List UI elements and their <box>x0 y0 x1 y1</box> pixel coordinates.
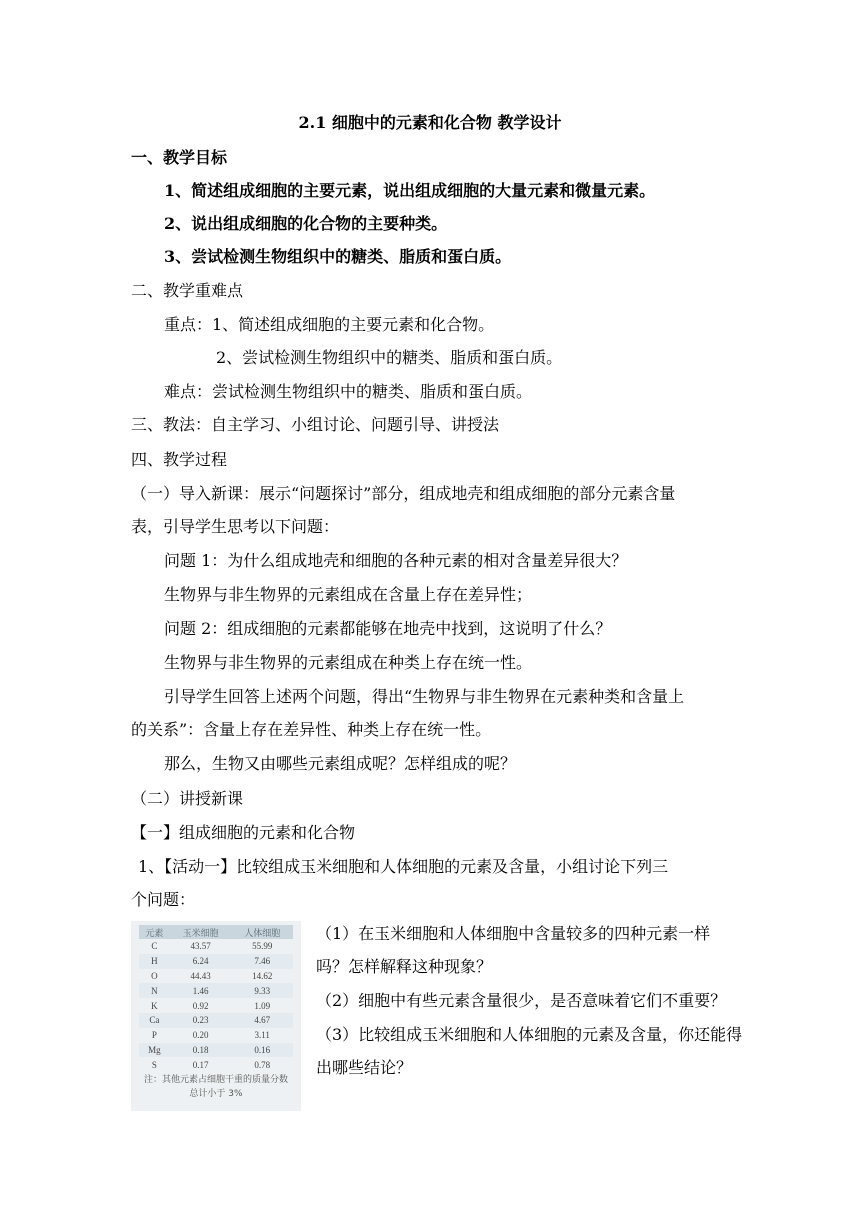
table-cell: N <box>139 983 170 998</box>
table-cell: C <box>151 941 158 952</box>
transition-question: 那么，生物又由哪些元素组成呢？怎样组成的呢？ <box>164 754 517 773</box>
table-cell: 43.57 <box>190 941 211 952</box>
table-cell: 6.24 <box>170 954 232 969</box>
table-row <box>139 1013 293 1028</box>
section-heading-key-points: 二、教学重难点 <box>131 281 244 300</box>
table-row <box>139 969 293 984</box>
objective-item-1: 1、简述组成细胞的主要元素，说出组成细胞的大量元素和微量元素。 <box>164 181 656 200</box>
table-cell: 0.17 <box>192 1059 209 1070</box>
table-cell: Ca <box>139 1013 170 1028</box>
table-cell: 9.33 <box>231 983 293 998</box>
table-cell: 1.46 <box>170 983 232 998</box>
discussion-question-1-line-1: （1）在玉米细胞和人体细胞中含量较多的四种元素一样 <box>316 924 711 943</box>
key-point-2: 2、尝试检测生物组织中的糖类、脂质和蛋白质。 <box>216 348 563 367</box>
guide-paragraph-line-1: 引导学生回答上述两个问题，得出“生物界与非生物界在元素种类和含量上 <box>164 687 685 706</box>
element-content-table <box>139 925 293 1072</box>
table-row <box>139 998 293 1013</box>
table-cell: 0.16 <box>231 1043 293 1058</box>
intro-paragraph-line-1: （一）导入新课：展示“问题探讨”部分，组成地壳和组成细胞的部分元素含量 <box>131 484 676 503</box>
table-cell: H <box>139 954 170 969</box>
table-cell: 0.20 <box>192 1030 209 1041</box>
table-cell: 0.18 <box>170 1043 232 1058</box>
question-2: 问题 2：组成细胞的元素都能够在地壳中找到，这说明了什么？ <box>164 619 612 638</box>
objective-item-2: 2、说出组成细胞的化合物的主要种类。 <box>164 214 448 233</box>
table-cell: P <box>151 1030 157 1041</box>
part-heading-elements: 【一】组成细胞的元素和化合物 <box>131 823 356 842</box>
section-heading-process: 四、教学过程 <box>131 450 228 469</box>
discussion-question-2: （2）细胞中有些元素含量很少，是否意味着它们不重要？ <box>316 991 727 1010</box>
table-header-row <box>139 925 293 939</box>
table-cell: S <box>151 1059 157 1070</box>
table-row <box>139 954 293 969</box>
table-cell: 1.09 <box>254 1000 271 1011</box>
question-1: 问题 1：为什么组成地壳和细胞的各种元素的相对含量差异很大？ <box>164 551 628 570</box>
intro-paragraph-line-2: 表，引导学生思考以下问题： <box>131 517 340 536</box>
table-row <box>139 939 293 954</box>
table-cell: K <box>151 1000 158 1011</box>
table-note-line-1: 注：其他元素占细胞干重的质量分数 <box>143 1075 288 1086</box>
discussion-question-1-line-2: 吗？怎样解释这种现象？ <box>316 957 493 976</box>
answer-2: 生物界与非生物界的元素组成在种类上存在统一性。 <box>164 653 533 672</box>
difficulty-point: 难点：尝试检测生物组织中的糖类、脂质和蛋白质。 <box>164 382 533 401</box>
table-cell: Mg <box>139 1043 170 1058</box>
table-row <box>139 983 293 998</box>
section-heading-objectives: 一、教学目标 <box>131 148 228 167</box>
activity-1-line-1: 1、【活动一】比较组成玉米细胞和人体细胞的元素及含量，小组讨论下列三 <box>138 857 669 876</box>
table-cell: 4.67 <box>231 1013 293 1028</box>
document-title: 2.1 细胞中的元素和化合物 教学设计 <box>298 113 562 132</box>
table-cell: 44.43 <box>190 970 211 981</box>
subsection-new-lesson: （二）讲授新课 <box>131 789 244 808</box>
guide-paragraph-line-2: 的关系”：含量上存在差异性、种类上存在统一性。 <box>131 720 492 739</box>
objective-item-3: 3、尝试检测生物组织中的糖类、脂质和蛋白质。 <box>164 247 512 266</box>
answer-1: 生物界与非生物界的元素组成在含量上存在差异性； <box>164 585 533 604</box>
element-content-table-image <box>131 921 301 1111</box>
table-cell: 55.99 <box>252 941 273 952</box>
table-cell: 3.11 <box>254 1030 270 1041</box>
table-row <box>139 1043 293 1058</box>
table-cell: O <box>151 970 158 981</box>
table-header-human: 人体细胞 <box>231 925 293 939</box>
discussion-question-3-line-1: （3）比较组成玉米细胞和人体细胞的元素及含量，你还能得 <box>316 1025 743 1044</box>
table-row <box>139 1057 293 1072</box>
table-note-line-2: 总计小于 3% <box>189 1089 243 1100</box>
table-header-corn: 玉米细胞 <box>170 925 232 939</box>
table-header-element: 元素 <box>139 925 170 939</box>
key-point-1: 重点：1、简述组成细胞的主要元素和化合物。 <box>164 315 495 334</box>
table-row <box>139 1028 293 1043</box>
discussion-question-3-line-2: 出哪些结论？ <box>316 1058 413 1077</box>
table-cell: 7.46 <box>231 954 293 969</box>
table-cell: 0.23 <box>170 1013 232 1028</box>
table-cell: 0.92 <box>192 1000 209 1011</box>
section-heading-methods: 三、教法：自主学习、小组讨论、问题引导、讲授法 <box>131 415 500 434</box>
activity-1-line-2: 个问题： <box>131 890 196 909</box>
table-cell: 0.78 <box>254 1059 271 1070</box>
table-cell: 14.62 <box>252 970 273 981</box>
